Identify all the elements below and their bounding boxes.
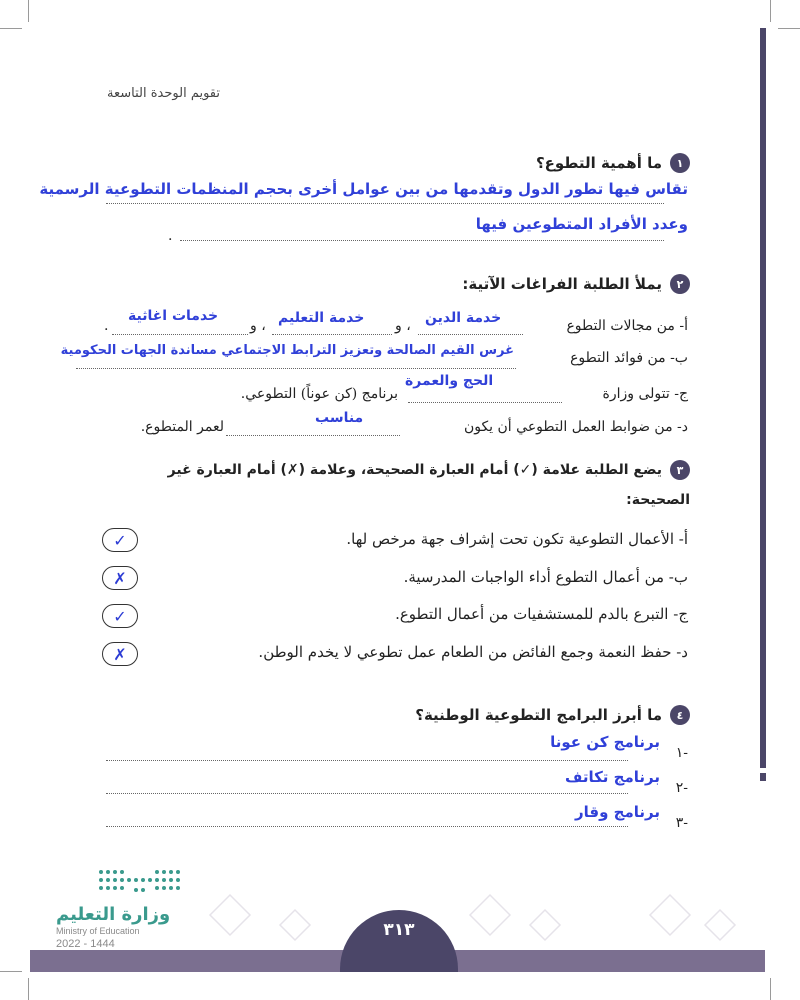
q2b-prefix: ب- من فوائد التطوع: [570, 350, 688, 366]
q2d-answer: مناسب: [315, 410, 364, 426]
check-answer-box[interactable]: ✓: [102, 528, 138, 552]
crop-mark: [0, 28, 22, 29]
q2d-prefix: د- من ضوابط العمل التطوعي أن يكون: [463, 419, 688, 435]
q2a-answer2: خدمة التعليم: [278, 310, 365, 326]
ministry-name-english: Ministry of Education: [56, 926, 140, 936]
q2a-prefix: أ- من مجالات التطوع: [566, 318, 688, 334]
q3-item: أ- الأعمال التطوعية تكون تحت إشراف جهة مرخص لها.: [346, 530, 688, 548]
q3-number: ٣: [670, 460, 690, 480]
q4-item-number: -٣: [675, 815, 688, 831]
q4-number: ٤: [670, 705, 690, 725]
q2c-suffix: برنامج (كن عوناً) التطوعي.: [240, 386, 398, 402]
side-accent-bar: [760, 28, 766, 768]
crop-mark: [770, 0, 771, 22]
crop-mark: [28, 0, 29, 22]
q3-question-line1: يضع الطلبة علامة (✓) أمام العبارة الصحيحة، وعلامة (✗) أمام العبارة غير: [167, 462, 662, 478]
q4-question: ما أبرز البرامج التطوعية الوطنية؟: [415, 706, 662, 724]
q3-item: د- حفظ النعمة وجمع الفائض من الطعام عمل تطوعي لا يخدم الوطن.: [258, 643, 688, 661]
q2a-end: .: [104, 318, 109, 334]
page-header-title: تقويم الوحدة التاسعة: [107, 86, 220, 101]
ministry-name-arabic: وزارة التعليم: [56, 904, 171, 925]
side-accent-dot: [760, 773, 766, 781]
q4-heading: [415, 705, 690, 725]
cross-answer-box[interactable]: ✗: [102, 566, 138, 590]
q2-number: ٢: [670, 274, 690, 294]
page-number: ٣١٣: [383, 920, 415, 940]
q1-answer-line1: تقاس فيها تطور الدول وتقدمها من بين عوامل أخرى بحجم المنظمات التطوعية الرسمية: [39, 180, 688, 198]
q1-number: ١: [670, 153, 690, 173]
crop-mark: [0, 971, 22, 972]
answer-dotted-line: [106, 793, 628, 794]
blank-line: [418, 334, 523, 335]
q4-answer: برنامج كن عونا: [550, 733, 660, 751]
q1-heading: [536, 153, 690, 173]
q2b-answer: غرس القيم الصالحة وتعزيز الترابط الاجتماعي مساندة الجهات الحكومية: [60, 343, 514, 358]
crop-mark: [770, 978, 771, 1000]
q2a-sep1: ، و: [395, 318, 411, 334]
q3-question-line2: الصحيحة:: [626, 492, 690, 508]
q2-heading: [462, 274, 690, 294]
q2c-prefix: ج- تتولى وزارة: [602, 386, 688, 402]
crop-mark: [28, 978, 29, 1000]
q3-item: ج- التبرع بالدم للمستشفيات من أعمال التطوع.: [395, 605, 688, 623]
blank-line: [272, 334, 392, 335]
q2a-answer3: خدمات اغاثية: [128, 308, 219, 324]
q3-item: ب- من أعمال التطوع أداء الواجبات المدرسية.: [403, 568, 688, 586]
q2a-answer1: خدمة الدين: [425, 310, 502, 326]
check-answer-box[interactable]: ✓: [102, 604, 138, 628]
blank-line: [226, 435, 400, 436]
q2c-answer: الحج والعمرة: [405, 373, 494, 389]
q2d-suffix: لعمر المتطوع.: [140, 419, 224, 435]
q2a-sep2: ، و: [250, 318, 266, 334]
blank-line: [76, 368, 516, 369]
q3-heading: [108, 460, 690, 480]
q1-question: ما أهمية التطوع؟: [535, 154, 662, 172]
q2-question: يملأ الطلبة الفراغات الآتية:: [462, 275, 662, 293]
q1-end-dot: .: [168, 228, 173, 244]
ministry-logo-icon: [96, 866, 186, 896]
q4-item-number: -٢: [675, 780, 688, 796]
blank-line: [408, 402, 562, 403]
answer-dotted-line: [106, 826, 628, 827]
q4-item-number: -١: [675, 745, 688, 761]
q4-answer: برنامج وقار: [575, 803, 660, 821]
answer-dotted-line: [180, 240, 664, 241]
crop-mark: [778, 28, 800, 29]
blank-line: [112, 334, 248, 335]
q1-answer-line2: وعدد الأفراد المتطوعين فيها: [475, 215, 688, 233]
answer-dotted-line: [106, 203, 664, 204]
cross-answer-box[interactable]: ✗: [102, 642, 138, 666]
q4-answer: برنامج تكاتف: [564, 768, 660, 786]
answer-dotted-line: [106, 760, 628, 761]
edition-year: 2022 - 1444: [56, 938, 115, 950]
